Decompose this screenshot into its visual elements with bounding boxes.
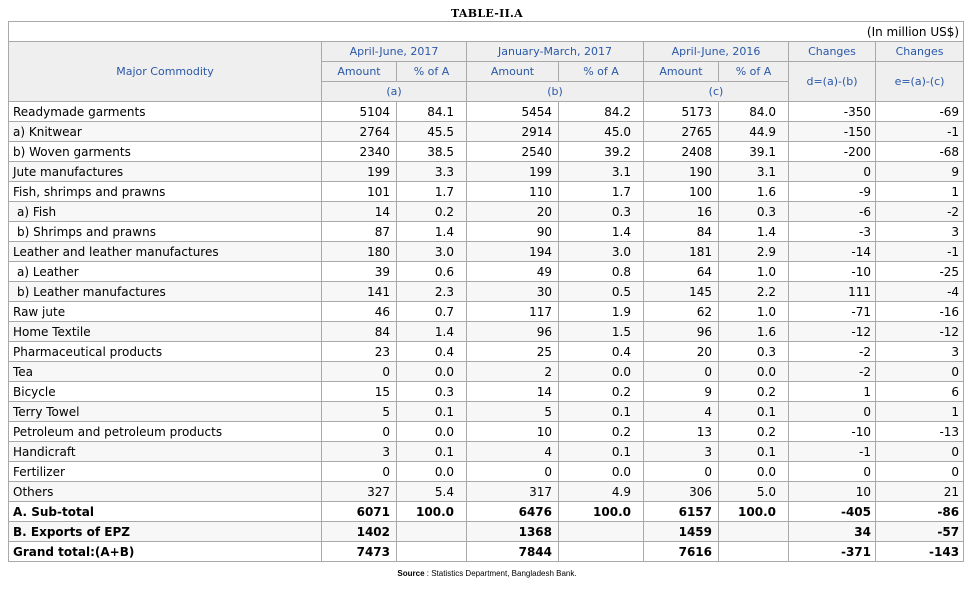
cell-b: 2914 — [467, 122, 559, 142]
table-row — [9, 322, 964, 342]
table-row — [9, 402, 964, 422]
cell-pc: 0.0 — [719, 362, 789, 382]
table-row — [9, 502, 964, 522]
cell-c: 0 — [644, 462, 719, 482]
period-c-header: April-June, 2016 — [644, 42, 789, 62]
commodity-name: Others — [9, 482, 322, 502]
cell-a: 39 — [322, 262, 397, 282]
cell-pb: 4.9 — [559, 482, 644, 502]
cell-a: 0 — [322, 462, 397, 482]
table-row — [9, 462, 964, 482]
cell-a: 101 — [322, 182, 397, 202]
cell-a: 0 — [322, 422, 397, 442]
cell-c: 62 — [644, 302, 719, 322]
cell-d: -12 — [789, 322, 876, 342]
cell-e: -12 — [876, 322, 964, 342]
cell-c: 20 — [644, 342, 719, 362]
cell-d: -2 — [789, 362, 876, 382]
cell-a: 23 — [322, 342, 397, 362]
cell-pa: 0.0 — [397, 422, 467, 442]
table-row — [9, 202, 964, 222]
commodity-name: Home Textile — [9, 322, 322, 342]
cell-b: 110 — [467, 182, 559, 202]
commodity-name: Handicraft — [9, 442, 322, 462]
cell-pc: 1.0 — [719, 262, 789, 282]
cell-d: -6 — [789, 202, 876, 222]
cell-b: 5 — [467, 402, 559, 422]
cell-pc: 0.1 — [719, 402, 789, 422]
cell-c: 100 — [644, 182, 719, 202]
table-title: TABLE-II.A — [451, 7, 523, 20]
cell-c: 4 — [644, 402, 719, 422]
amount-c-header: Amount — [644, 62, 719, 82]
cell-pc — [719, 522, 789, 542]
cell-a: 327 — [322, 482, 397, 502]
cell-pc: 0.2 — [719, 382, 789, 402]
table-row — [9, 142, 964, 162]
cell-e: -86 — [876, 502, 964, 522]
cell-pb: 0.8 — [559, 262, 644, 282]
cell-b: 117 — [467, 302, 559, 322]
cell-pc: 39.1 — [719, 142, 789, 162]
table-row — [9, 122, 964, 142]
cell-pc: 0.1 — [719, 442, 789, 462]
cell-c: 7616 — [644, 542, 719, 562]
cell-e: -143 — [876, 542, 964, 562]
table-row — [9, 342, 964, 362]
cell-e: 3 — [876, 222, 964, 242]
commodity-name: Fertilizer — [9, 462, 322, 482]
cell-c: 306 — [644, 482, 719, 502]
period-a-header: April-June, 2017 — [322, 42, 467, 62]
commodity-name: a) Knitwear — [9, 122, 322, 142]
cell-pb: 1.5 — [559, 322, 644, 342]
formula-d: d=(a)-(b) — [789, 62, 876, 102]
cell-a: 87 — [322, 222, 397, 242]
cell-c: 5173 — [644, 102, 719, 122]
cell-c: 84 — [644, 222, 719, 242]
cell-c: 2408 — [644, 142, 719, 162]
commodity-name: B. Exports of EPZ — [9, 522, 322, 542]
commodity-name: a) Leather — [9, 262, 322, 282]
table-row — [9, 542, 964, 562]
cell-a: 1402 — [322, 522, 397, 542]
cell-b: 20 — [467, 202, 559, 222]
cell-b: 317 — [467, 482, 559, 502]
cell-pc: 0.0 — [719, 462, 789, 482]
cell-pb: 0.1 — [559, 442, 644, 462]
commodity-export-table — [8, 21, 964, 562]
unit-label: (In million US$) — [9, 22, 964, 42]
cell-d: -405 — [789, 502, 876, 522]
cell-pc: 2.9 — [719, 242, 789, 262]
table-row — [9, 182, 964, 202]
cell-pb — [559, 522, 644, 542]
cell-pa: 0.6 — [397, 262, 467, 282]
cell-c: 3 — [644, 442, 719, 462]
cell-a: 3 — [322, 442, 397, 462]
cell-pb: 1.4 — [559, 222, 644, 242]
cell-b: 14 — [467, 382, 559, 402]
cell-pb: 0.1 — [559, 402, 644, 422]
cell-b: 4 — [467, 442, 559, 462]
cell-d: -2 — [789, 342, 876, 362]
cell-pa: 84.1 — [397, 102, 467, 122]
cell-a: 15 — [322, 382, 397, 402]
commodity-name: Raw jute — [9, 302, 322, 322]
cell-e: -13 — [876, 422, 964, 442]
cell-pa: 5.4 — [397, 482, 467, 502]
cell-pb — [559, 542, 644, 562]
cell-e: -4 — [876, 282, 964, 302]
cell-e: 9 — [876, 162, 964, 182]
changes-e-header: Changes — [876, 42, 964, 62]
table-row — [9, 262, 964, 282]
major-commodity-header: Major Commodity — [9, 42, 322, 102]
cell-a: 5104 — [322, 102, 397, 122]
cell-pa: 0.2 — [397, 202, 467, 222]
cell-a: 141 — [322, 282, 397, 302]
cell-pa: 1.4 — [397, 322, 467, 342]
cell-d: 0 — [789, 402, 876, 422]
table-row — [9, 522, 964, 542]
cell-b: 25 — [467, 342, 559, 362]
cell-c: 181 — [644, 242, 719, 262]
cell-b: 96 — [467, 322, 559, 342]
commodity-name: Fish, shrimps and prawns — [9, 182, 322, 202]
cell-pa: 0.3 — [397, 382, 467, 402]
cell-c: 96 — [644, 322, 719, 342]
cell-pc: 100.0 — [719, 502, 789, 522]
commodity-name: Readymade garments — [9, 102, 322, 122]
cell-b: 199 — [467, 162, 559, 182]
cell-pb: 3.0 — [559, 242, 644, 262]
cell-b: 6476 — [467, 502, 559, 522]
cell-pc — [719, 542, 789, 562]
cell-e: 1 — [876, 182, 964, 202]
cell-b: 0 — [467, 462, 559, 482]
cell-pb: 0.3 — [559, 202, 644, 222]
table-row — [9, 442, 964, 462]
table-body — [9, 102, 964, 562]
cell-pa: 3.0 — [397, 242, 467, 262]
cell-pa: 1.7 — [397, 182, 467, 202]
cell-b: 49 — [467, 262, 559, 282]
commodity-name: Terry Towel — [9, 402, 322, 422]
source-note — [0, 569, 974, 578]
cell-pc: 0.3 — [719, 202, 789, 222]
cell-pc: 1.0 — [719, 302, 789, 322]
cell-pc: 3.1 — [719, 162, 789, 182]
table-row — [9, 282, 964, 302]
cell-b: 7844 — [467, 542, 559, 562]
cell-d: -150 — [789, 122, 876, 142]
cell-b: 194 — [467, 242, 559, 262]
cell-pb: 84.2 — [559, 102, 644, 122]
commodity-name: Tea — [9, 362, 322, 382]
cell-c: 64 — [644, 262, 719, 282]
cell-e: 0 — [876, 442, 964, 462]
cell-pb: 0.2 — [559, 382, 644, 402]
cell-a: 7473 — [322, 542, 397, 562]
cell-pa: 38.5 — [397, 142, 467, 162]
cell-d: 10 — [789, 482, 876, 502]
cell-b: 5454 — [467, 102, 559, 122]
cell-pa: 2.3 — [397, 282, 467, 302]
cell-d: -10 — [789, 262, 876, 282]
cell-d: -71 — [789, 302, 876, 322]
cell-a: 14 — [322, 202, 397, 222]
cell-e: 0 — [876, 462, 964, 482]
cell-pc: 0.2 — [719, 422, 789, 442]
cell-pb: 39.2 — [559, 142, 644, 162]
cell-c: 0 — [644, 362, 719, 382]
cell-d: -371 — [789, 542, 876, 562]
cell-pa: 45.5 — [397, 122, 467, 142]
commodity-name: Pharmaceutical products — [9, 342, 322, 362]
cell-b: 10 — [467, 422, 559, 442]
commodity-name: b) Leather manufactures — [9, 282, 322, 302]
commodity-name: Bicycle — [9, 382, 322, 402]
cell-c: 2765 — [644, 122, 719, 142]
commodity-name: b) Shrimps and prawns — [9, 222, 322, 242]
cell-pb: 0.0 — [559, 362, 644, 382]
cell-d: -10 — [789, 422, 876, 442]
cell-d: -200 — [789, 142, 876, 162]
cell-c: 13 — [644, 422, 719, 442]
cell-pa — [397, 522, 467, 542]
cell-c: 9 — [644, 382, 719, 402]
cell-b: 30 — [467, 282, 559, 302]
cell-pa: 0.0 — [397, 362, 467, 382]
cell-pa: 0.1 — [397, 442, 467, 462]
table-row — [9, 382, 964, 402]
cell-e: 6 — [876, 382, 964, 402]
code-c: (c) — [644, 82, 789, 102]
cell-b: 2540 — [467, 142, 559, 162]
source-label: Source — [397, 569, 425, 578]
cell-pc: 1.6 — [719, 322, 789, 342]
cell-d: 0 — [789, 162, 876, 182]
cell-e: -69 — [876, 102, 964, 122]
cell-d: -14 — [789, 242, 876, 262]
cell-c: 190 — [644, 162, 719, 182]
cell-pa — [397, 542, 467, 562]
cell-pb: 0.2 — [559, 422, 644, 442]
cell-pc: 2.2 — [719, 282, 789, 302]
cell-pb: 3.1 — [559, 162, 644, 182]
cell-pc: 5.0 — [719, 482, 789, 502]
cell-pa: 1.4 — [397, 222, 467, 242]
cell-pb: 0.4 — [559, 342, 644, 362]
cell-e: 1 — [876, 402, 964, 422]
source-text: : Statistics Department, Bangladesh Bank. — [426, 569, 577, 578]
cell-a: 2340 — [322, 142, 397, 162]
cell-a: 84 — [322, 322, 397, 342]
cell-e: 3 — [876, 342, 964, 362]
pct-a-header: % of A — [397, 62, 467, 82]
commodity-name: a) Fish — [9, 202, 322, 222]
cell-d: 111 — [789, 282, 876, 302]
cell-pc: 0.3 — [719, 342, 789, 362]
cell-e: -2 — [876, 202, 964, 222]
amount-a-header: Amount — [322, 62, 397, 82]
cell-pc: 1.4 — [719, 222, 789, 242]
cell-pb: 45.0 — [559, 122, 644, 142]
cell-pb: 0.5 — [559, 282, 644, 302]
cell-pb: 0.0 — [559, 462, 644, 482]
period-b-header: January-March, 2017 — [467, 42, 644, 62]
cell-c: 1459 — [644, 522, 719, 542]
cell-e: -16 — [876, 302, 964, 322]
cell-a: 6071 — [322, 502, 397, 522]
cell-a: 180 — [322, 242, 397, 262]
cell-e: -1 — [876, 122, 964, 142]
cell-d: -350 — [789, 102, 876, 122]
cell-d: 1 — [789, 382, 876, 402]
table-row — [9, 482, 964, 502]
commodity-name: b) Woven garments — [9, 142, 322, 162]
cell-pa: 0.1 — [397, 402, 467, 422]
cell-d: -3 — [789, 222, 876, 242]
cell-b: 1368 — [467, 522, 559, 542]
commodity-name: Jute manufactures — [9, 162, 322, 182]
cell-pa: 3.3 — [397, 162, 467, 182]
commodity-name: Leather and leather manufactures — [9, 242, 322, 262]
cell-b: 90 — [467, 222, 559, 242]
code-b: (b) — [467, 82, 644, 102]
table-row — [9, 222, 964, 242]
cell-c: 6157 — [644, 502, 719, 522]
table-row — [9, 242, 964, 262]
cell-a: 0 — [322, 362, 397, 382]
cell-e: -25 — [876, 262, 964, 282]
cell-e: -68 — [876, 142, 964, 162]
cell-a: 2764 — [322, 122, 397, 142]
cell-b: 2 — [467, 362, 559, 382]
cell-pa: 0.7 — [397, 302, 467, 322]
cell-e: -1 — [876, 242, 964, 262]
cell-d: 0 — [789, 462, 876, 482]
cell-a: 199 — [322, 162, 397, 182]
commodity-name: Petroleum and petroleum products — [9, 422, 322, 442]
pct-c-header: % of A — [719, 62, 789, 82]
cell-e: -57 — [876, 522, 964, 542]
commodity-name: A. Sub-total — [9, 502, 322, 522]
cell-d: -9 — [789, 182, 876, 202]
cell-pc: 1.6 — [719, 182, 789, 202]
pct-b-header: % of A — [559, 62, 644, 82]
cell-pa: 100.0 — [397, 502, 467, 522]
table-row — [9, 102, 964, 122]
table-row — [9, 362, 964, 382]
code-a: (a) — [322, 82, 467, 102]
cell-a: 46 — [322, 302, 397, 322]
formula-e: e=(a)-(c) — [876, 62, 964, 102]
table-row — [9, 162, 964, 182]
cell-pb: 1.7 — [559, 182, 644, 202]
cell-pb: 100.0 — [559, 502, 644, 522]
amount-b-header: Amount — [467, 62, 559, 82]
cell-pa: 0.0 — [397, 462, 467, 482]
cell-d: 34 — [789, 522, 876, 542]
table-row — [9, 422, 964, 442]
changes-d-header: Changes — [789, 42, 876, 62]
cell-pc: 44.9 — [719, 122, 789, 142]
cell-e: 0 — [876, 362, 964, 382]
commodity-name: Grand total:(A+B) — [9, 542, 322, 562]
cell-pc: 84.0 — [719, 102, 789, 122]
cell-a: 5 — [322, 402, 397, 422]
cell-pa: 0.4 — [397, 342, 467, 362]
cell-c: 145 — [644, 282, 719, 302]
cell-c: 16 — [644, 202, 719, 222]
cell-pb: 1.9 — [559, 302, 644, 322]
cell-d: -1 — [789, 442, 876, 462]
cell-e: 21 — [876, 482, 964, 502]
table-row — [9, 302, 964, 322]
